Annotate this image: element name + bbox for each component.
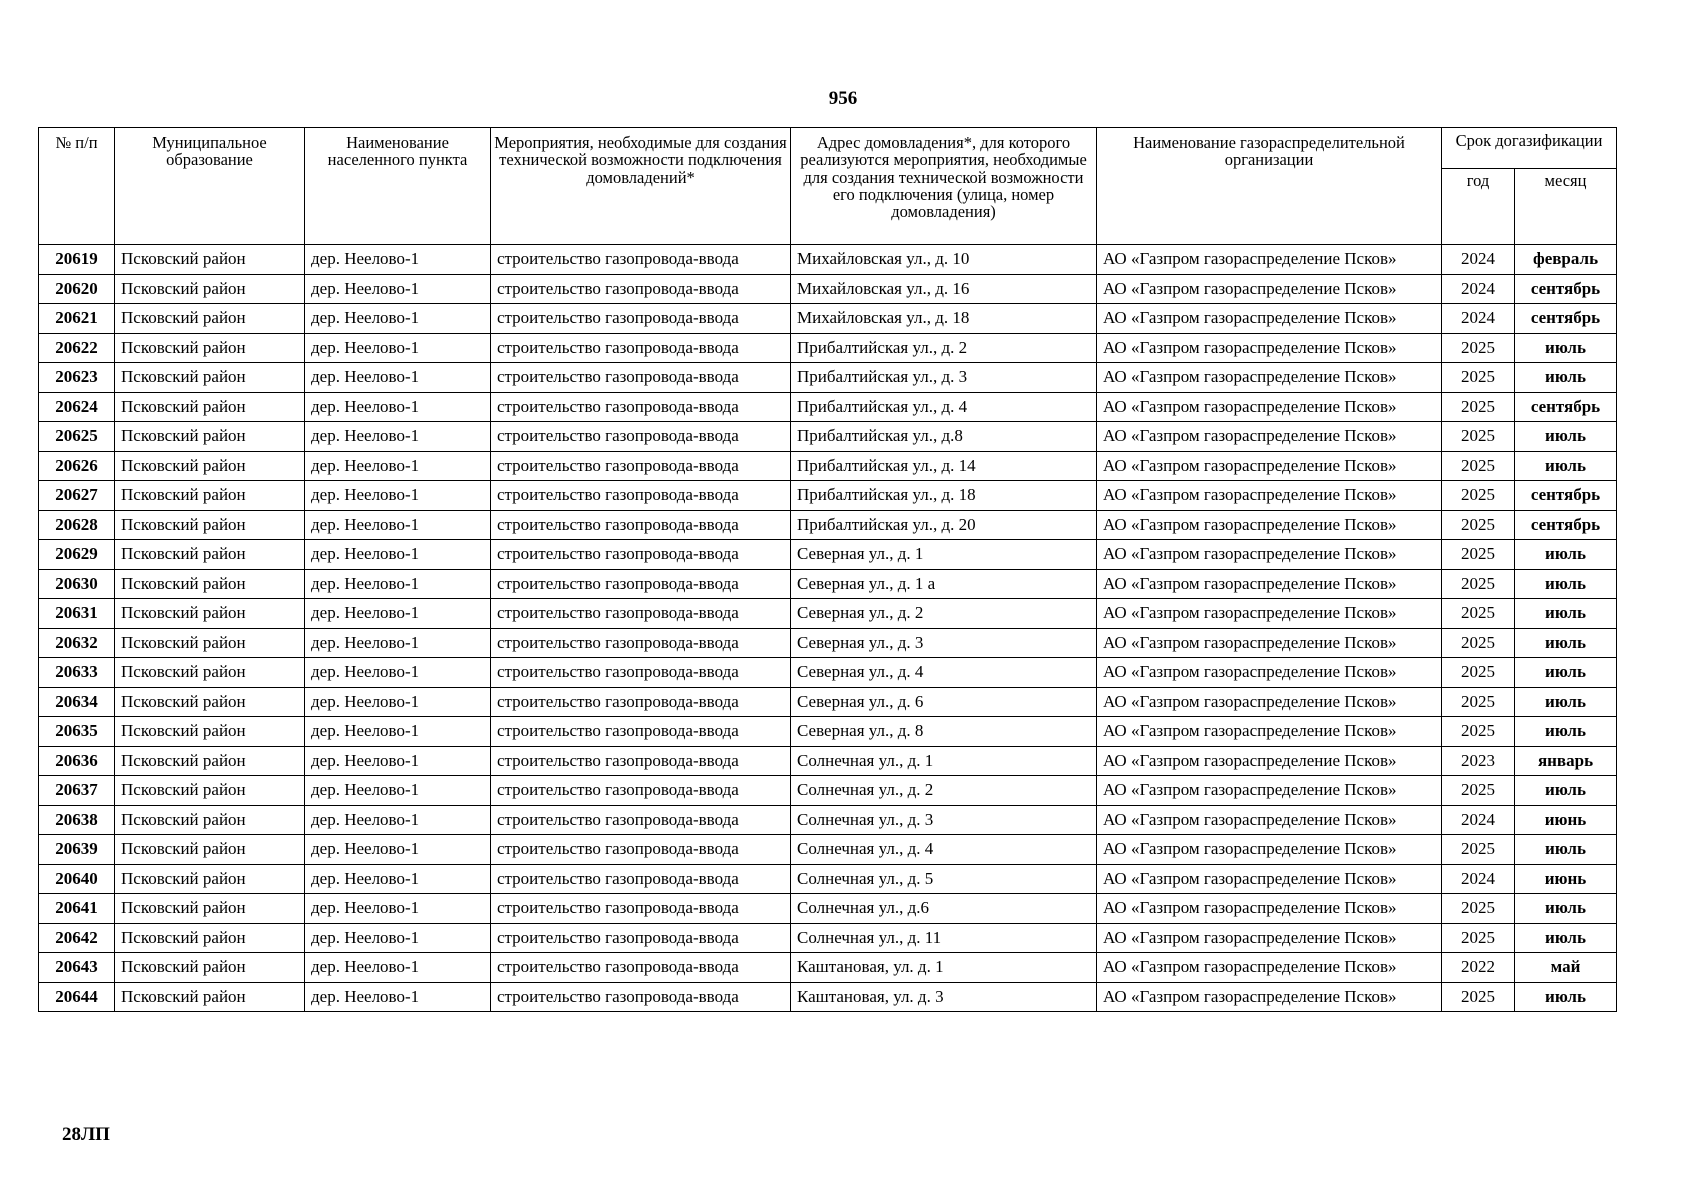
row-number-cell: 20620 [39, 274, 115, 304]
table-row [39, 481, 1617, 511]
organization-cell: АО «Газпром газораспределение Псков» [1097, 746, 1442, 776]
measure-cell: строительство газопровода-ввода [491, 304, 791, 334]
settlement-cell: дер. Неелово-1 [305, 304, 491, 334]
organization-cell: АО «Газпром газораспределение Псков» [1097, 304, 1442, 334]
table-row [39, 628, 1617, 658]
year-cell: 2025 [1442, 894, 1515, 924]
municipality-cell: Псковский район [115, 687, 305, 717]
year-cell: 2025 [1442, 481, 1515, 511]
measure-cell: строительство газопровода-ввода [491, 392, 791, 422]
measure-cell: строительство газопровода-ввода [491, 510, 791, 540]
month-cell: июль [1515, 717, 1617, 747]
table-row [39, 363, 1617, 393]
settlement-cell: дер. Неелово-1 [305, 363, 491, 393]
settlement-cell: дер. Неелово-1 [305, 392, 491, 422]
header-num: № п/п [39, 128, 115, 245]
municipality-cell: Псковский район [115, 628, 305, 658]
organization-cell: АО «Газпром газораспределение Псков» [1097, 245, 1442, 275]
month-cell: сентябрь [1515, 274, 1617, 304]
row-number-cell: 20630 [39, 569, 115, 599]
measure-cell: строительство газопровода-ввода [491, 864, 791, 894]
measure-cell: строительство газопровода-ввода [491, 451, 791, 481]
table-row [39, 422, 1617, 452]
address-cell: Северная ул., д. 4 [791, 658, 1097, 688]
measure-cell: строительство газопровода-ввода [491, 274, 791, 304]
table-row [39, 923, 1617, 953]
municipality-cell: Псковский район [115, 894, 305, 924]
measure-cell: строительство газопровода-ввода [491, 599, 791, 629]
footer-code: 28ЛП [62, 1124, 110, 1145]
year-cell: 2024 [1442, 274, 1515, 304]
row-number-cell: 20636 [39, 746, 115, 776]
municipality-cell: Псковский район [115, 864, 305, 894]
table-row [39, 746, 1617, 776]
municipality-cell: Псковский район [115, 746, 305, 776]
settlement-cell: дер. Неелово-1 [305, 687, 491, 717]
municipality-cell: Псковский район [115, 392, 305, 422]
address-cell: Каштановая, ул. д. 1 [791, 953, 1097, 983]
table-row [39, 392, 1617, 422]
row-number-cell: 20632 [39, 628, 115, 658]
address-cell: Прибалтийская ул., д. 4 [791, 392, 1097, 422]
address-cell: Прибалтийская ул., д. 14 [791, 451, 1097, 481]
row-number-cell: 20633 [39, 658, 115, 688]
month-cell: июль [1515, 658, 1617, 688]
organization-cell: АО «Газпром газораспределение Псков» [1097, 422, 1442, 452]
header-term: Срок догазификации [1442, 128, 1617, 169]
table-body [39, 245, 1617, 1012]
header-address: Адрес домовладения*, для которого реализуются мероприятия, необходимые для создания технической возможности его подключения (улица, номер домовладения) [791, 128, 1097, 245]
organization-cell: АО «Газпром газораспределение Псков» [1097, 805, 1442, 835]
month-cell: июль [1515, 687, 1617, 717]
month-cell: июль [1515, 776, 1617, 806]
address-cell: Прибалтийская ул., д. 20 [791, 510, 1097, 540]
settlement-cell: дер. Неелово-1 [305, 746, 491, 776]
month-cell: июль [1515, 982, 1617, 1012]
row-number-cell: 20627 [39, 481, 115, 511]
settlement-cell: дер. Неелово-1 [305, 658, 491, 688]
municipality-cell: Псковский район [115, 923, 305, 953]
organization-cell: АО «Газпром газораспределение Псков» [1097, 717, 1442, 747]
municipality-cell: Псковский район [115, 540, 305, 570]
settlement-cell: дер. Неелово-1 [305, 805, 491, 835]
measure-cell: строительство газопровода-ввода [491, 569, 791, 599]
month-cell: июль [1515, 451, 1617, 481]
settlement-cell: дер. Неелово-1 [305, 274, 491, 304]
address-cell: Михайловская ул., д. 16 [791, 274, 1097, 304]
year-cell: 2025 [1442, 599, 1515, 629]
municipality-cell: Псковский район [115, 451, 305, 481]
row-number-cell: 20641 [39, 894, 115, 924]
year-cell: 2025 [1442, 982, 1515, 1012]
month-cell: сентябрь [1515, 392, 1617, 422]
municipality-cell: Псковский район [115, 333, 305, 363]
table-header [39, 128, 1617, 245]
table-row [39, 717, 1617, 747]
table-row [39, 864, 1617, 894]
year-cell: 2024 [1442, 805, 1515, 835]
measure-cell: строительство газопровода-ввода [491, 894, 791, 924]
municipality-cell: Псковский район [115, 304, 305, 334]
settlement-cell: дер. Неелово-1 [305, 569, 491, 599]
month-cell: июнь [1515, 864, 1617, 894]
row-number-cell: 20624 [39, 392, 115, 422]
table-row [39, 835, 1617, 865]
address-cell: Северная ул., д. 1 [791, 540, 1097, 570]
header-year: год [1442, 169, 1515, 245]
municipality-cell: Псковский район [115, 274, 305, 304]
month-cell: сентябрь [1515, 481, 1617, 511]
row-number-cell: 20638 [39, 805, 115, 835]
row-number-cell: 20637 [39, 776, 115, 806]
settlement-cell: дер. Неелово-1 [305, 953, 491, 983]
header-measures: Мероприятия, необходимые для создания технической возможности подключения домовладений* [491, 128, 791, 245]
settlement-cell: дер. Неелово-1 [305, 510, 491, 540]
measure-cell: строительство газопровода-ввода [491, 776, 791, 806]
year-cell: 2024 [1442, 304, 1515, 334]
year-cell: 2025 [1442, 687, 1515, 717]
settlement-cell: дер. Неелово-1 [305, 540, 491, 570]
address-cell: Северная ул., д. 3 [791, 628, 1097, 658]
month-cell: июль [1515, 894, 1617, 924]
organization-cell: АО «Газпром газораспределение Псков» [1097, 481, 1442, 511]
year-cell: 2024 [1442, 245, 1515, 275]
row-number-cell: 20634 [39, 687, 115, 717]
year-cell: 2025 [1442, 658, 1515, 688]
measure-cell: строительство газопровода-ввода [491, 333, 791, 363]
month-cell: июль [1515, 363, 1617, 393]
table-row [39, 599, 1617, 629]
table-row [39, 274, 1617, 304]
year-cell: 2025 [1442, 422, 1515, 452]
municipality-cell: Псковский район [115, 510, 305, 540]
organization-cell: АО «Газпром газораспределение Псков» [1097, 776, 1442, 806]
month-cell: сентябрь [1515, 510, 1617, 540]
year-cell: 2025 [1442, 540, 1515, 570]
address-cell: Солнечная ул., д. 2 [791, 776, 1097, 806]
table-row [39, 687, 1617, 717]
settlement-cell: дер. Неелово-1 [305, 923, 491, 953]
address-cell: Северная ул., д. 1 а [791, 569, 1097, 599]
address-cell: Прибалтийская ул., д. 3 [791, 363, 1097, 393]
measure-cell: строительство газопровода-ввода [491, 835, 791, 865]
year-cell: 2025 [1442, 923, 1515, 953]
month-cell: июль [1515, 923, 1617, 953]
settlement-cell: дер. Неелово-1 [305, 864, 491, 894]
month-cell: июль [1515, 835, 1617, 865]
row-number-cell: 20642 [39, 923, 115, 953]
address-cell: Прибалтийская ул., д.8 [791, 422, 1097, 452]
year-cell: 2025 [1442, 835, 1515, 865]
measure-cell: строительство газопровода-ввода [491, 363, 791, 393]
municipality-cell: Псковский район [115, 982, 305, 1012]
row-number-cell: 20639 [39, 835, 115, 865]
measure-cell: строительство газопровода-ввода [491, 628, 791, 658]
address-cell: Северная ул., д. 6 [791, 687, 1097, 717]
month-cell: июль [1515, 628, 1617, 658]
year-cell: 2025 [1442, 333, 1515, 363]
address-cell: Солнечная ул., д. 11 [791, 923, 1097, 953]
row-number-cell: 20625 [39, 422, 115, 452]
organization-cell: АО «Газпром газораспределение Псков» [1097, 333, 1442, 363]
settlement-cell: дер. Неелово-1 [305, 451, 491, 481]
address-cell: Солнечная ул., д. 4 [791, 835, 1097, 865]
table-row [39, 805, 1617, 835]
municipality-cell: Псковский район [115, 422, 305, 452]
measure-cell: строительство газопровода-ввода [491, 982, 791, 1012]
year-cell: 2024 [1442, 864, 1515, 894]
month-cell: июль [1515, 569, 1617, 599]
year-cell: 2025 [1442, 717, 1515, 747]
year-cell: 2025 [1442, 451, 1515, 481]
month-cell: июнь [1515, 805, 1617, 835]
organization-cell: АО «Газпром газораспределение Псков» [1097, 540, 1442, 570]
year-cell: 2025 [1442, 510, 1515, 540]
year-cell: 2025 [1442, 776, 1515, 806]
row-number-cell: 20623 [39, 363, 115, 393]
address-cell: Солнечная ул., д. 3 [791, 805, 1097, 835]
organization-cell: АО «Газпром газораспределение Псков» [1097, 835, 1442, 865]
row-number-cell: 20622 [39, 333, 115, 363]
month-cell: июль [1515, 540, 1617, 570]
organization-cell: АО «Газпром газораспределение Псков» [1097, 569, 1442, 599]
measure-cell: строительство газопровода-ввода [491, 717, 791, 747]
year-cell: 2025 [1442, 569, 1515, 599]
settlement-cell: дер. Неелово-1 [305, 776, 491, 806]
settlement-cell: дер. Неелово-1 [305, 982, 491, 1012]
measure-cell: строительство газопровода-ввода [491, 687, 791, 717]
month-cell: январь [1515, 746, 1617, 776]
month-cell: июль [1515, 599, 1617, 629]
settlement-cell: дер. Неелово-1 [305, 628, 491, 658]
month-cell: сентябрь [1515, 304, 1617, 334]
row-number-cell: 20626 [39, 451, 115, 481]
table-row [39, 333, 1617, 363]
municipality-cell: Псковский район [115, 953, 305, 983]
month-cell: июль [1515, 333, 1617, 363]
gasification-table [38, 127, 1617, 1012]
municipality-cell: Псковский район [115, 805, 305, 835]
row-number-cell: 20643 [39, 953, 115, 983]
organization-cell: АО «Газпром газораспределение Псков» [1097, 451, 1442, 481]
year-cell: 2022 [1442, 953, 1515, 983]
table-row [39, 894, 1617, 924]
page-number: 956 [828, 88, 858, 109]
measure-cell: строительство газопровода-ввода [491, 540, 791, 570]
address-cell: Северная ул., д. 8 [791, 717, 1097, 747]
settlement-cell: дер. Неелово-1 [305, 245, 491, 275]
row-number-cell: 20640 [39, 864, 115, 894]
row-number-cell: 20628 [39, 510, 115, 540]
address-cell: Каштановая, ул. д. 3 [791, 982, 1097, 1012]
table-row [39, 245, 1617, 275]
settlement-cell: дер. Неелово-1 [305, 599, 491, 629]
organization-cell: АО «Газпром газораспределение Псков» [1097, 599, 1442, 629]
measure-cell: строительство газопровода-ввода [491, 245, 791, 275]
table-row [39, 658, 1617, 688]
settlement-cell: дер. Неелово-1 [305, 894, 491, 924]
month-cell: февраль [1515, 245, 1617, 275]
header-municipality: Муниципальное образование [115, 128, 305, 245]
table-row [39, 569, 1617, 599]
table-row [39, 540, 1617, 570]
measure-cell: строительство газопровода-ввода [491, 923, 791, 953]
municipality-cell: Псковский район [115, 658, 305, 688]
table-row [39, 982, 1617, 1012]
settlement-cell: дер. Неелово-1 [305, 717, 491, 747]
address-cell: Михайловская ул., д. 10 [791, 245, 1097, 275]
row-number-cell: 20619 [39, 245, 115, 275]
table-row [39, 953, 1617, 983]
address-cell: Солнечная ул., д.6 [791, 894, 1097, 924]
organization-cell: АО «Газпром газораспределение Псков» [1097, 658, 1442, 688]
table-row [39, 510, 1617, 540]
municipality-cell: Псковский район [115, 599, 305, 629]
settlement-cell: дер. Неелово-1 [305, 481, 491, 511]
row-number-cell: 20635 [39, 717, 115, 747]
table-row [39, 304, 1617, 334]
header-organization: Наименование газораспределительной организации [1097, 128, 1442, 245]
year-cell: 2023 [1442, 746, 1515, 776]
table-row [39, 451, 1617, 481]
month-cell: май [1515, 953, 1617, 983]
municipality-cell: Псковский район [115, 569, 305, 599]
year-cell: 2025 [1442, 363, 1515, 393]
municipality-cell: Псковский район [115, 481, 305, 511]
municipality-cell: Псковский район [115, 245, 305, 275]
row-number-cell: 20644 [39, 982, 115, 1012]
header-settlement: Наименование населенного пункта [305, 128, 491, 245]
header-month: месяц [1515, 169, 1617, 245]
address-cell: Солнечная ул., д. 5 [791, 864, 1097, 894]
measure-cell: строительство газопровода-ввода [491, 805, 791, 835]
month-cell: июль [1515, 422, 1617, 452]
organization-cell: АО «Газпром газораспределение Псков» [1097, 894, 1442, 924]
organization-cell: АО «Газпром газораспределение Псков» [1097, 864, 1442, 894]
address-cell: Прибалтийская ул., д. 2 [791, 333, 1097, 363]
organization-cell: АО «Газпром газораспределение Псков» [1097, 510, 1442, 540]
organization-cell: АО «Газпром газораспределение Псков» [1097, 363, 1442, 393]
organization-cell: АО «Газпром газораспределение Псков» [1097, 628, 1442, 658]
measure-cell: строительство газопровода-ввода [491, 953, 791, 983]
address-cell: Северная ул., д. 2 [791, 599, 1097, 629]
row-number-cell: 20631 [39, 599, 115, 629]
year-cell: 2025 [1442, 392, 1515, 422]
measure-cell: строительство газопровода-ввода [491, 422, 791, 452]
table-row [39, 776, 1617, 806]
municipality-cell: Псковский район [115, 835, 305, 865]
address-cell: Солнечная ул., д. 1 [791, 746, 1097, 776]
year-cell: 2025 [1442, 628, 1515, 658]
measure-cell: строительство газопровода-ввода [491, 746, 791, 776]
settlement-cell: дер. Неелово-1 [305, 835, 491, 865]
settlement-cell: дер. Неелово-1 [305, 422, 491, 452]
organization-cell: АО «Газпром газораспределение Псков» [1097, 953, 1442, 983]
organization-cell: АО «Газпром газораспределение Псков» [1097, 687, 1442, 717]
organization-cell: АО «Газпром газораспределение Псков» [1097, 392, 1442, 422]
row-number-cell: 20621 [39, 304, 115, 334]
municipality-cell: Псковский район [115, 776, 305, 806]
address-cell: Михайловская ул., д. 18 [791, 304, 1097, 334]
organization-cell: АО «Газпром газораспределение Псков» [1097, 923, 1442, 953]
organization-cell: АО «Газпром газораспределение Псков» [1097, 982, 1442, 1012]
row-number-cell: 20629 [39, 540, 115, 570]
municipality-cell: Псковский район [115, 363, 305, 393]
municipality-cell: Псковский район [115, 717, 305, 747]
measure-cell: строительство газопровода-ввода [491, 481, 791, 511]
settlement-cell: дер. Неелово-1 [305, 333, 491, 363]
address-cell: Прибалтийская ул., д. 18 [791, 481, 1097, 511]
measure-cell: строительство газопровода-ввода [491, 658, 791, 688]
organization-cell: АО «Газпром газораспределение Псков» [1097, 274, 1442, 304]
